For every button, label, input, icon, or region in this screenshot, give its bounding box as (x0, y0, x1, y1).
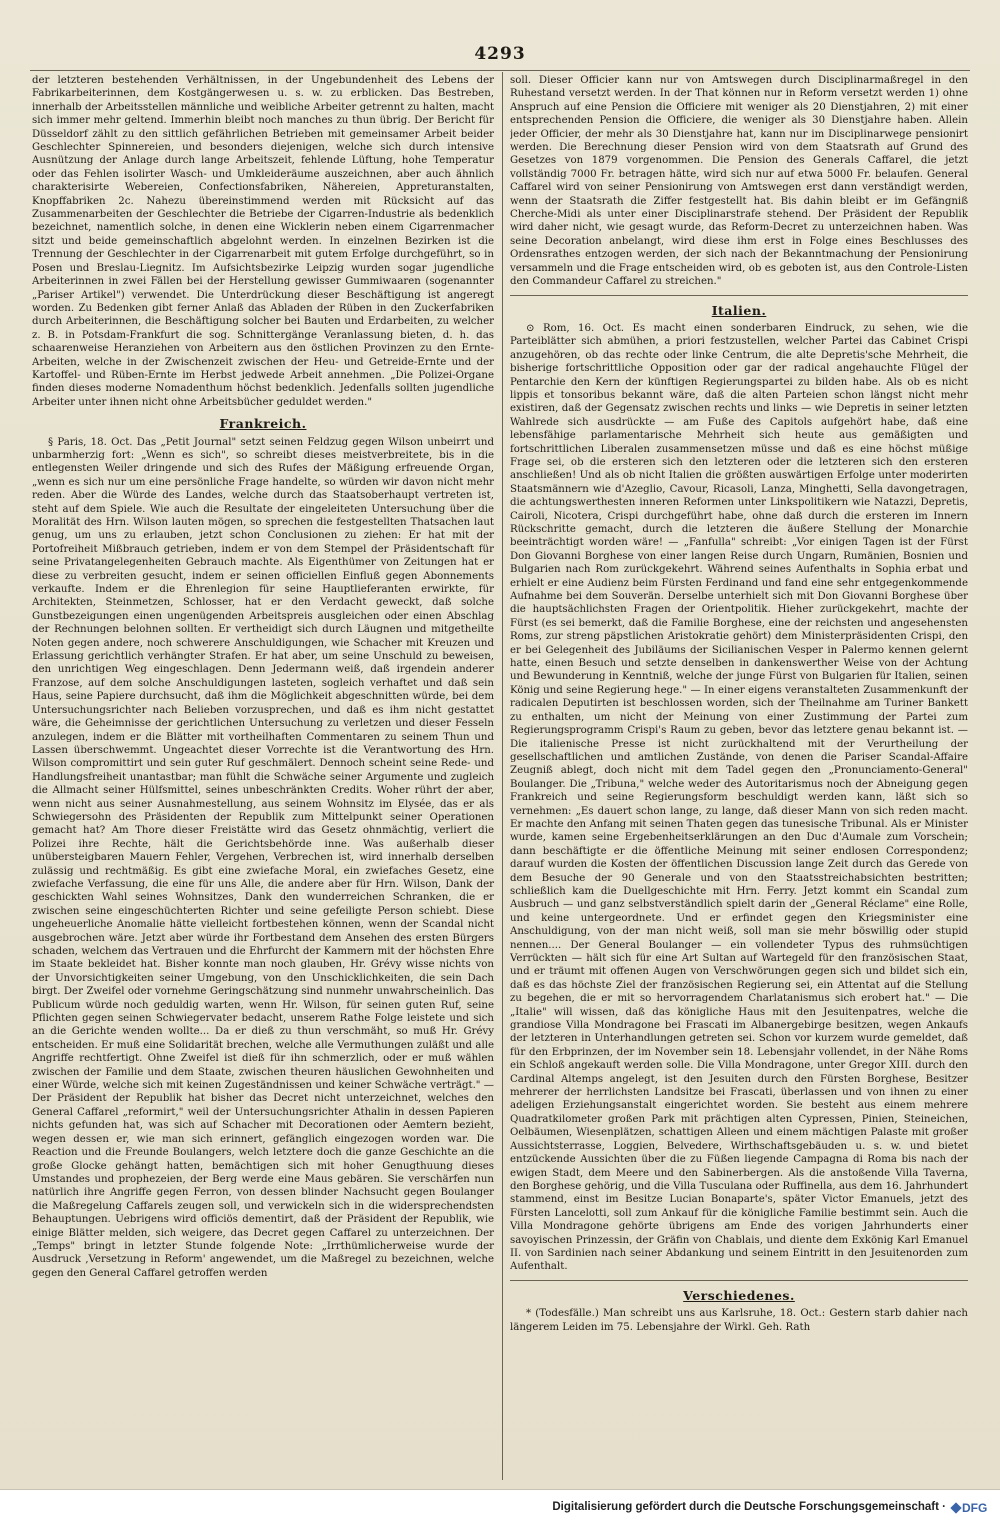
section-separator (510, 295, 968, 296)
footer-credit: Digitalisierung gefördert durch die Deutsche Forschungsgemeinschaft · (552, 1501, 946, 1513)
todesfaelle-article: * (Todesfälle.) Man schreibt uns aus Karlsruhe, 18. Oct.: Gestern starb dahier nach längerem Leiden im 75. Lebensjahre der Wirkl. Geh. Rath (510, 1308, 968, 1333)
paris-article: § Paris, 18. Oct. Das „Petit Journal" setzt seinen Feldzug gegen Wilson unbeirrt und unbarmherzig fort: „Wenn es sich", so schreibt dieses meistverbreitete, bis in die entlegensten Weiler dringende und sich des Rufes der Mäßigung erfreuende Organ, „wenn es sich nur um eine persönliche Frage handelte, so würden wir davon nicht mehr reden. Aber die Würde des Landes, welche durch das Staatsoberhaupt vertreten ist, steht auf dem Spiele. Wie auch die Resultate der eingeleiteten Untersuchung über die Moralität des Hrn. Wilson lauten mögen, so sprechen die festgestellten Thatsachen laut genug, um uns zu erlauben, jetzt schon Conclusionen zu ziehen: Er hat mit der Portofreiheit Mißbrauch getrieben, indem er von dem Stempel der Präsidentschaft für seine Privatangelegenheiten Gebrauch machte. Als Eigenthümer von Zeitungen hat er diese zu verbreiten gesucht, indem er seinen officiellen Einfluß gegen Abonnements verkaufte. Indem er die Ehrenlegion für seine Hauptlieferanten erwirkte, für Architekten, Steinmetzen, Schlosser, hat er den Verdacht geweckt, daß solche Gunstbezeigungen einen ungenügenden Arbeitspreis ausgleichen oder einen Abschlag der Rechnungen belohnen sollten. Er vertheidigt sich durch Läugnen und mitgetheilte Noten gegen andere, noch schwerere Anschuldigungen, wie Schacher mit Kreuzen und Erlassung gerichtlich verhängter Strafen. Er hat aber, um seine Unschuld zu beweisen, den unrichtigen Weg eingeschlagen. Denn Jedermann weiß, daß irgendein anderer Franzose, auf dem solche Anschuldigungen lasteten, sogleich verhaftet und daß sein Haus, seine Papiere durchsucht, daß ihm die Möglichkeit abgeschnitten würde, bei dem Untersuchungsrichter nach Belieben vorzusprechen, und daß es ihm nicht gestattet wäre, die Geheimnisse der gerichtlichen Untersuchung zu verletzen und dieser Fesseln anzulegen, indem er die Blätter mit vortheilhaften Commentaren zu seinem Thun und Lassen überschwemmt. Ungeachtet dieser Vorrechte ist die Verantwortung des Hrn. Wilson compromittirt und sein guter Ruf geschmälert. Dennoch scheint seine Rede- und Handlungsfreiheit unantastbar; man fühlt die Schwäche seiner Argumente und zugleich die Allmacht seiner Hülfsmittel, seines unbeschränkten Credits. Woher rührt der aber, wenn nicht aus seiner Ausnahmestellung, aus seinem Wohnsitz im Elysée, das er als Schwiegersohn des Präsidenten der Republik zum Mittelpunkt seiner Operationen gemacht hat? Am Thore dieser Freistätte wird das Gesetz ohnmächtig, verliert die Polizei ihre Rechte, hält die Gerichtsbehörde inne. Was außerhalb dieser unübersteigbaren Mauern Fehler, Vergehen, Verbrechen ist, wird innerhalb derselben zulässig und rechtmäßig. Es gibt eine zwiefache Moral, ein zwiefaches Gesetz, eine zwiefache Verfassung, die eine für uns Alle, die andere aber für Hrn. Wilson, Dank der geschickten Wahl seines Wohnsitzes, Dank den wunderreichen Schranken, die er zwischen seine eingeschüchterten Richter und seine gefeiligte Person schiebt. Diese ungeheuerliche Anomalie hätte vielleicht fortbestehen können, wenn der Scandal nicht ausgebrochen wäre. Jetzt aber würde ihr Fortbestand dem Ansehen des ersten Bürgers schaden, welchem das Vertrauen und die Ehrfurcht der Kammern mit der höchsten Ehre im Staate bekleidet hat. Bisher konnte man noch glauben, Hr. Grévy wisse nichts von der Unvorsichtigkeiten seiner Umgebung, von den Unschicklichkeiten, die sein Dach birgt. Der Zweifel oder vornehme Geringschätzung sind nunmehr unwahrscheinlich. Das Publicum würde noch geduldig warten, wenn Hr. Wilson, für seinen guten Ruf, seine Pflichten gegen seinen Schwiegervater bedacht, unserem Rathe Folge leistete und sich an die Gerichte wenden wollte... Da er dieß zu thun verschmäht, so muß Hr. Grévy entscheiden. Er muß eine Solidarität brechen, welche alle Vermuthungen zuläßt und alle Angriffe rechtfertigt. Ohne Zweifel ist dieß für ihn schmerzlich, oder er muß wählen zwischen der Familie und dem Staate, zwischen theuren häuslichen Gewohnheiten und einer Würde, welche sich mit keinen Zugeständnissen und keiner Schwäche verträgt." — Der Präsident der Republik hat bisher das Decret nicht unterzeichnet, welches den General Caffarel „reformirt," weil der Untersuchungsrichter Athalin in dessen Papieren nichts gefunden hat, was sich auf Schacher mit Decorationen oder Aemtern bezieht, wegen dessen er, wie man sich erinnert, gefänglich eingezogen worden war. Die Reaction und die Freunde Boulangers, welch letztere doch die ganze Geschichte an die große Glocke gehängt hatten, bemächtigen sich mit hoher Genugthuung dieses Umstandes und prophezeien, der Berg werde eine Maus gebären. Sie verschärfen nun natürlich ihre Angriffe gegen Ferron, von dessen blinder Nachsucht gegen Boulanger die Maßregelung Caffarels zeugen soll, und verwickeln sich in die widersprechendsten Behauptungen. Uebrigens wird officiös dementirt, daß der Präsident der Republik, wie einige Blätter melden, sich weigere, das Decret gegen Caffarel zu unterzeichnen. Der „Temps" bringt in letzter Stunde folgende Note: „Irrthümlicherweise wurde der Ausdruck ‚Versetzung in Reform' angewendet, um die Maßregel zu bezeichnen, welche gegen den General Caffarel getroffen werden (32, 436, 494, 1279)
section-heading-italien: Italien. (711, 302, 767, 318)
dfg-logo (952, 1499, 992, 1517)
left-column (32, 74, 494, 1482)
continuation-paragraph: soll. Dieser Officier kann nur von Amtswegen durch Disciplinarmaßregel in den Ruhestand versetzt werden. In der That können nur in Reform versetzt werden 1) ohne Anspruch auf eine Pension die Officiere mit weniger als 20 Dienstjahren, 2) mit einer entsprechenden Pension die Officiere, die weniger als 30 Dienstjahre haben. Allein jeder Officier, der mehr als 30 Dienstjahre hat, kann nur im Disciplinarwege pensionirt werden. Die Berechnung dieser Pension wird von dem Staatsrath auf Grund des Gesetzes von 1879 vorgenommen. Die Pension des Generals Caffarel, die jetzt vollständig 7000 Fr. betragen hätte, wird sich nur auf etwa 5000 Fr. belaufen. General Caffarel wird von seiner Pensionirung von Amtswegen erst dann verständigt werden, wenn der Staatsrath die Ziffer festgestellt hat. Bis dahin bleibt er im Gefängniß Cherche-Midi als unter einer Disciplinarstrafe stehend. Der Präsident der Republik wird daher nicht, wie gesagt wurde, das Reform-Decret zu unterzeichnen haben. Was seine Decoration anbelangt, wird diese ihm erst in Folge eines Beschlusses des Ordensrathes entzogen werden, der sich nach der Bekanntmachung der Pensionirung versammeln und die Frage entscheiden wird, ob es geboten ist, aus den Controle-Listen den Commandeur Caffarel zu streichen." (510, 75, 968, 288)
header-rule (30, 70, 970, 71)
right-column (510, 74, 968, 1482)
digitization-footer (0, 1489, 1000, 1528)
intro-paragraph: der letzteren bestehenden Verhältnissen, in der Ungebundenheit des Lebens der Fabrikarbeiterinnen, dem Kostgängerwesen u. s. w. zu erblicken. Das Bestreben, innerhalb der Arbeitsstellen männliche und weibliche Arbeiter getrennt zu halten, macht sich immer mehr geltend. Immerhin bleibt noch manches zu thun übrig. Der Bericht für Düsseldorf zählt zu den sittlich gefährlichen Betrieben mit gemeinsamer Arbeit beider Geschlechter Spinnereien, und besonders diejenigen, welche sich durch intensive Ausnützung der Anlage durch lange Arbeitszeit, fehlende Lüftung, hohe Temperatur oder das Fehlen isolirter Wasch- und Umkleideräume auszeichnen, aber auch ähnlich charakterisirte Webereien, Confectionsfabriken, Nähereien, Appreturanstalten, Knopffabriken 2c. Nahezu übereinstimmend werden mit Rücksicht auf das Zusammenarbeiten der Geschlechter die Betriebe der Cigarren-Industrie als bedenklich bezeichnet, namentlich solche, in denen eine Wicklerin neben einem Cigarrenmacher sitzt und beide gemeinschaftlich abgelohnt werden. In einzelnen Bezirken ist die Trennung der Geschlechter in der Cigarrenarbeit mit gutem Erfolge durchgeführt, so in Posen und Breslau-Liegnitz. Im Aufsichtsbezirke Leipzig wurden sogar jugendliche Arbeiterinnen in zwei Fällen bei der Herstellung gewisser Gummiwaaren (sogenannter „Pariser Artikel") verwendet. Die Unterdrückung dieser Beschäftigung ist angeregt worden. Zu Bedenken gibt ferner Anlaß das Abladen der Rüben in den Zuckerfabriken durch Arbeiterinnen, die Beschäftigung solcher bei Bauten und Erdarbeiten, zu welcher z. B. in Potsdam-Frankfurt die sog. Schnittergänge Veranlassung bieten, d. h. das schaarenweise Heranziehen von Arbeitern aus den östlichen Provinzen zu den Ernte-Arbeiten, welche in der Zwischenzeit zwischen der Heu- und Getreide-Ernte und der Kartoffel- und Rüben-Ernte im Herbst jedwede Arbeit annehmen. „Die Polizei-Organe finden dieses moderne Nomadenthum höchst bedenklich. Jedenfalls sollten jugendliche Arbeiter unter ihnen nicht ohne Arbeitsbücher geduldet werden." (32, 75, 494, 408)
column-divider (502, 72, 503, 1480)
section-separator (510, 1280, 968, 1281)
section-heading-frankreich: Frankreich. (219, 416, 307, 432)
section-heading-verschiedenes: Verschiedenes. (683, 1287, 795, 1303)
dfg-logo-text: DFG (962, 1501, 988, 1515)
dfg-logo-icon (950, 1502, 961, 1513)
rom-article: ⊙ Rom, 16. Oct. Es macht einen sonderbaren Eindruck, zu sehen, wie die Parteiblätter sich abmühen, a priori festzustellen, welcher Partei das Cabinet Crispi anzugehören, ob das rechte oder linke Centrum, die alte Depretis'sche Mehrheit, die bisherige fortschrittliche Opposition oder gar der radical angehauchte Flügel der Pentarchie den Kern der künftigen Regierungspartei zu bilden habe. Als ob es nicht lippis et tonsoribus bekannt wäre, daß die alten Parteien schon längst nicht mehr existiren, daß der Gegensatz zwischen rechts und links — wie Depretis in seiner letzten Wahlrede sich ausdrückte — am Fuße des Capitols aufgehört habe, daß eine lebensfähige parlamentarische Mehrheit sich heute aus gemäßigten und fortschrittlichen Liberalen zusammensetzen müsse und daß es eine höchst müßige Frage sei, ob die ersteren sich den letzteren oder die letzteren sich den ersteren anschließen! Und als ob nicht Italien die größten auswärtigen Erfolge unter moderirten Staatsmännern wie d'Azeglio, Cavour, Ricasoli, Lanza, Minghetti, Sella davongetragen, die achtungswerthesten inneren Reformen unter Linkspolitikern wie Natazzi, Depretis, Cairoli, Nicotera, Crispi durchgeführt habe, ohne daß durch die ersteren im Innern Rückschritte gemacht, durch die letzteren die äußere Stellung der Monarchie beeinträchtigt worden wäre! — „Fanfulla" schreibt: „Vor einigen Tagen ist der Fürst Don Giovanni Borghese von einer langen Reise durch Ungarn, Rumänien, Bosnien und Bulgarien nach Rom zurückgekehrt. Während seines Aufenthalts in Sophia erbat und erhielt er eine Audienz beim Fürsten Ferdinand und fand eine sehr entgegenkommende Aufnahme bei dem Souverän. Derselbe unterhielt sich mit Don Giovanni Borghese über die hauptsächlichsten Fragen der Orientpolitik. Hieher zurückgekehrt, machte der Fürst (es sei bemerkt, daß die Familie Borghese, eine der reichsten und angesehensten Roms, zur streng päpstlichen Aristokratie gehört) dem Ministerpräsidenten Crispi, den er bei Gelegenheit des Jubiläums der Sicilianischen Vesper in Palermo kennen gelernt hatte, einen Besuch und setzte denselben in dankenswerther Weise von der Achtung und Bewunderung in Kenntniß, welche der junge Fürst von Bulgarien für Italien, seinen König und seine Regierung hege." — In einer eigens veranstalteten Zusammenkunft der radicalen Deputirten ist beschlossen worden, sich der Theilnahme am Turiner Bankett zu enthalten, um nicht der Meinung von einer Zustimmung der Partei zum Regierungsprogramm Crispi's Raum zu geben, bevor das letztere genau bekannt ist. — Die italienische Presse ist nicht zurückhaltend mit der Verurtheilung der gesellschaftlichen und amtlichen Zustände, von denen die Pariser Scandal-Affaire Zeugniß ablegt, doch nicht mit dem Tadel gegen den „Pronunciamento-General" Boulanger. Die „Tribuna," welche weder des Autoritarismus noch der Abneigung gegen Frankreich und seine Regierungsform beschuldigt werden kann, läßt sich so vernehmen: „Es dauert schon lange, zu lange, daß dieser Mann von sich reden macht. Er machte den Anfang mit seinen Thaten gegen das tunesische Tribunal. Als er Minister wurde, kamen seine Ergebenheitserklärungen an den Duc d'Aumale zum Vorschein; dann beschäftigte er die öffentliche Meinung mit seiner endlosen Correspondenz; darauf wurden die Kosten der öffentlichen Discussion lange Zeit durch das Gerede von dem Besuche der 90 Generale und von den Staatsstreichabsichten bestritten; schließlich kam die Duellgeschichte mit Hrn. Ferry. Jetzt kommt ein Scandal zum Ausbruch — und ganz selbstverständlich spielt darin der „General Réclame" eine Rolle, und keine untergeordnete. Und er erfindet gegen den Kriegsminister eine Anschuldigung, von der man nicht weiß, soll man sie mehr böswillig oder stupid nennen.... Der General Boulanger — ein vollendeter Typus des ruhmsüchtigen Verrückten — hält sich für eine Art Sultan auf Wartegeld für den französischen Staat, und er träumt mit offenen Augen von Verschwörungen gegen sich und bildet sich ein, daß es das höchste Ziel der französischen Regierung sei, ein Attentat auf die Stellung zu begehen, die er mit so hervorragendem Charlatanismus sich erobert hat." — Die „Italie" will wissen, daß das königliche Haus mit den Jesuitenpatres, welche die grandiose Villa Mondragone bei Frascati im Albanergebirge besitzen, wegen Ankaufs der letzteren in Unterhandlungen getreten sei. Schon vor kurzem wurde gemeldet, daß für den Erbprinzen, der im November sein 18. Lebensjahr vollendet, in der Nähe Roms ein Schloß angekauft werden solle. Die Villa Mondragone, unter Gregor XIII. durch den Cardinal Altemps angelegt, ist den Jesuiten durch den Fürsten Borghese, Besitzer mehrerer der herrlichsten Landsitze bei Frascati, überlassen und von ihnen zu einer adeligen Erziehungsanstalt eingerichtet worden. Sie besteht aus einem mehrere Quadratkilometer großen Park mit prächtigen alten Cypressen, Pinien, Steineichen, Oelbäumen, Wiesenplätzen, schattigen Alleen und einem mächtigen Palaste mit großer Aussichtsterrasse, Loggien, Belvedere, Wirthschaftsgebäuden u. s. w. und bietet entzückende Aussichten über die zu Füßen liegende Campagna di Roma bis nach der ewigen Stadt, dem Meere und den Sabinerbergen. Als die anstoßende Villa Taverna, den Borghese gehörig, und die Villa Tusculana oder Ruffinella, aus dem 16. Jahrhundert stammend, einst im Besitze Lucian Bonaparte's, später Victor Emanuels, jetzt des Fürsten Lancelotti, soll zum Ankauf für die königliche Familie bestimmt sein. Auch die Villa Mondragone gehörte übrigens am Ende des vorigen Jahrhunderts einer savoyischen Prinzessin, der Gräfin von Chablais, und diente dem Exkönig Karl Emanuel II. von Sardinien nach seiner Abdankung und seinem Eintritt in den Jesuitenorden zum Aufenthalt. (510, 322, 968, 1273)
page-number: 4293 (474, 44, 526, 64)
